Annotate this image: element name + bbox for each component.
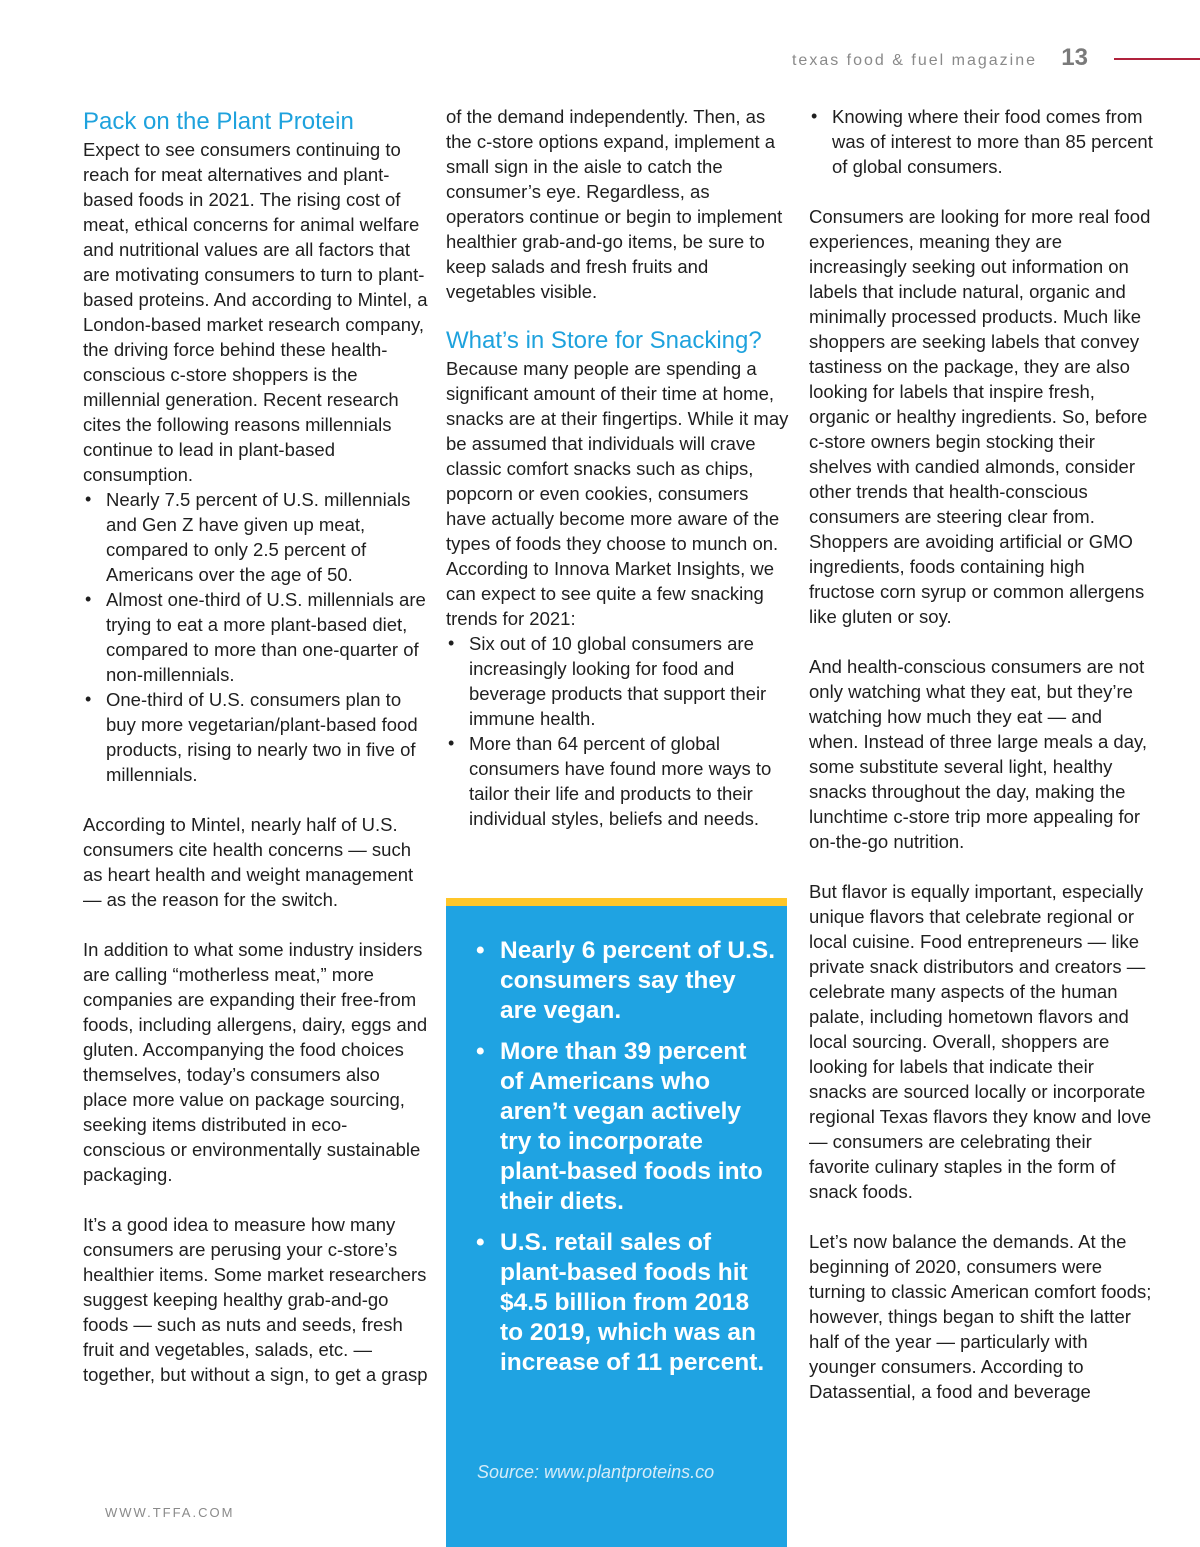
bullet-list <box>809 104 1154 179</box>
list-item: • More than 64 percent of global consumers have found more ways to tailor their life and products to their individual styles, beliefs and needs. <box>446 731 791 831</box>
paragraph: of the demand independently. Then, as the c-store options expand, implement a small sign in the aisle to catch the consumer’s eye. Regardless, as operators continue or begin to implement healthier grab-and-go items, be sure to keep salads and fresh fruits and vegetables visible. <box>446 106 783 302</box>
list-item: • One-third of U.S. consumers plan to buy more vegetarian/plant-based food products, rising to nearly two in five of millennials. <box>83 687 428 787</box>
callout-item: • More than 39 percent of Americans who aren’t vegan actively try to incorporate plant-based foods into their diets. <box>476 1037 776 1217</box>
heading-snacking: What’s in Store for Snacking? <box>446 327 762 354</box>
paragraph: Consumers are looking for more real food experiences, meaning they are increasingly seeking out information on labels that include natural, organic and minimally processed products. Much like shoppers are seeking labels that convey tastiness on the package, they are also looking for labels that inspire fresh, organic or healthy ingredients. So, before c-store owners begin stocking their shelves with candied almonds, consider other trends that health-conscious consumers are steering clear from. Shoppers are avoiding artificial or GMO ingredients, foods containing high fructose corn syrup or common allergens like gluten or soy. <box>809 206 1151 627</box>
paragraph: Because many people are spending a significant amount of their time at home, snacks are at their fingertips. While it may be assumed that individuals will crave classic comfort snacks such as chips, popcorn or even cookies, consumers have actually become more aware of the types of foods they choose to munch on. According to Innova Market Insights, we can expect to see quite a few snacking trends for 2021: <box>446 358 789 629</box>
header-rule <box>1114 58 1200 60</box>
heading-plant-protein: Pack on the Plant Protein <box>83 108 354 135</box>
bullet-list <box>446 631 791 831</box>
magazine-name: texas food & fuel magazine <box>791 52 1037 69</box>
list-item: • Nearly 7.5 percent of U.S. millennials and Gen Z have given up meat, compared to only 2.5 percent of Americans over the age of 50. <box>83 487 428 587</box>
bullet-list <box>83 487 428 787</box>
callout-list <box>476 936 776 1389</box>
callout-item: • U.S. retail sales of plant-based foods hit $4.5 billion from 2018 to 2019, which was an increase of 11 percent. <box>476 1228 776 1378</box>
callout-source: Source: www.plantproteins.co <box>477 1462 715 1482</box>
callout-item: • Nearly 6 percent of U.S. consumers say they are vegan. <box>476 936 776 1026</box>
column-middle <box>446 104 791 831</box>
paragraph: And health-conscious consumers are not only watching what they eat, but they’re watching how much they eat — and when. Instead of three large meals a day, some substitute several light, healthy snacks throughout the day, making the lunchtime c-store trip more appealing for on-the-go nutrition. <box>809 656 1147 852</box>
list-item: • Knowing where their food comes from was of interest to more than 85 percent of global consumers. <box>809 104 1154 179</box>
paragraph: Let’s now balance the demands. At the beginning of 2020, consumers were turning to classic American comfort foods; however, things began to shift the latter half of the year — particularly with younger consumers. According to Datassential, a food and beverage <box>809 1231 1152 1402</box>
list-item: • Six out of 10 global consumers are increasingly looking for food and beverage products that support their immune health. <box>446 631 791 731</box>
column-right <box>809 104 1154 1404</box>
paragraph: It’s a good idea to measure how many consumers are perusing your c-store’s healthier items. Some market researchers suggest keeping healthy grab-and-go foods — such as nuts and seeds, fresh fruit and vegetables, salads, etc. — together, but without a sign, to get a grasp <box>83 1214 428 1385</box>
page-header <box>0 44 1200 74</box>
list-item: • Almost one-third of U.S. millennials are trying to eat a more plant-based diet, compared to more than one-quarter of non-millennials. <box>83 587 428 687</box>
paragraph: According to Mintel, nearly half of U.S. consumers cite health concerns — such as heart health and weight management — as the reason for the switch. <box>83 814 414 910</box>
page-number: 13 <box>1061 44 1088 71</box>
column-left <box>83 104 428 1387</box>
footer-website: WWW.TFFA.COM <box>105 1505 235 1520</box>
paragraph: Expect to see consumers continuing to reach for meat alternatives and plant-based foods in 2021. The rising cost of meat, ethical concerns for animal welfare and nutritional values are all factors that are motivating consumers to turn to plant-based proteins. And according to Mintel, a London-based market research company, the driving force behind these health-conscious c-store shoppers is the millennial generation. Recent research cites the following reasons millennials continue to lead in plant-based consumption. <box>83 139 428 485</box>
paragraph: But flavor is equally important, especially unique flavors that celebrate regional or local cuisine. Food entrepreneurs — like private snack distributors and creators — celebrate many aspects of the human palate, including hometown flavors and local sourcing. Overall, shoppers are looking for labels that indicate their snacks are sourced locally or incorporate regional Texas flavors they know and love — consumers are celebrating their favorite culinary staples in the form of snack foods. <box>809 881 1152 1202</box>
callout-box <box>446 898 787 1547</box>
paragraph: In addition to what some industry insiders are calling “motherless meat,” more companies are expanding their free-from foods, including allergens, dairy, eggs and gluten. Accompanying the food choices themselves, today’s consumers also place more value on package sourcing, seeking items distributed in eco-conscious or environmentally sustainable packaging. <box>83 939 428 1185</box>
